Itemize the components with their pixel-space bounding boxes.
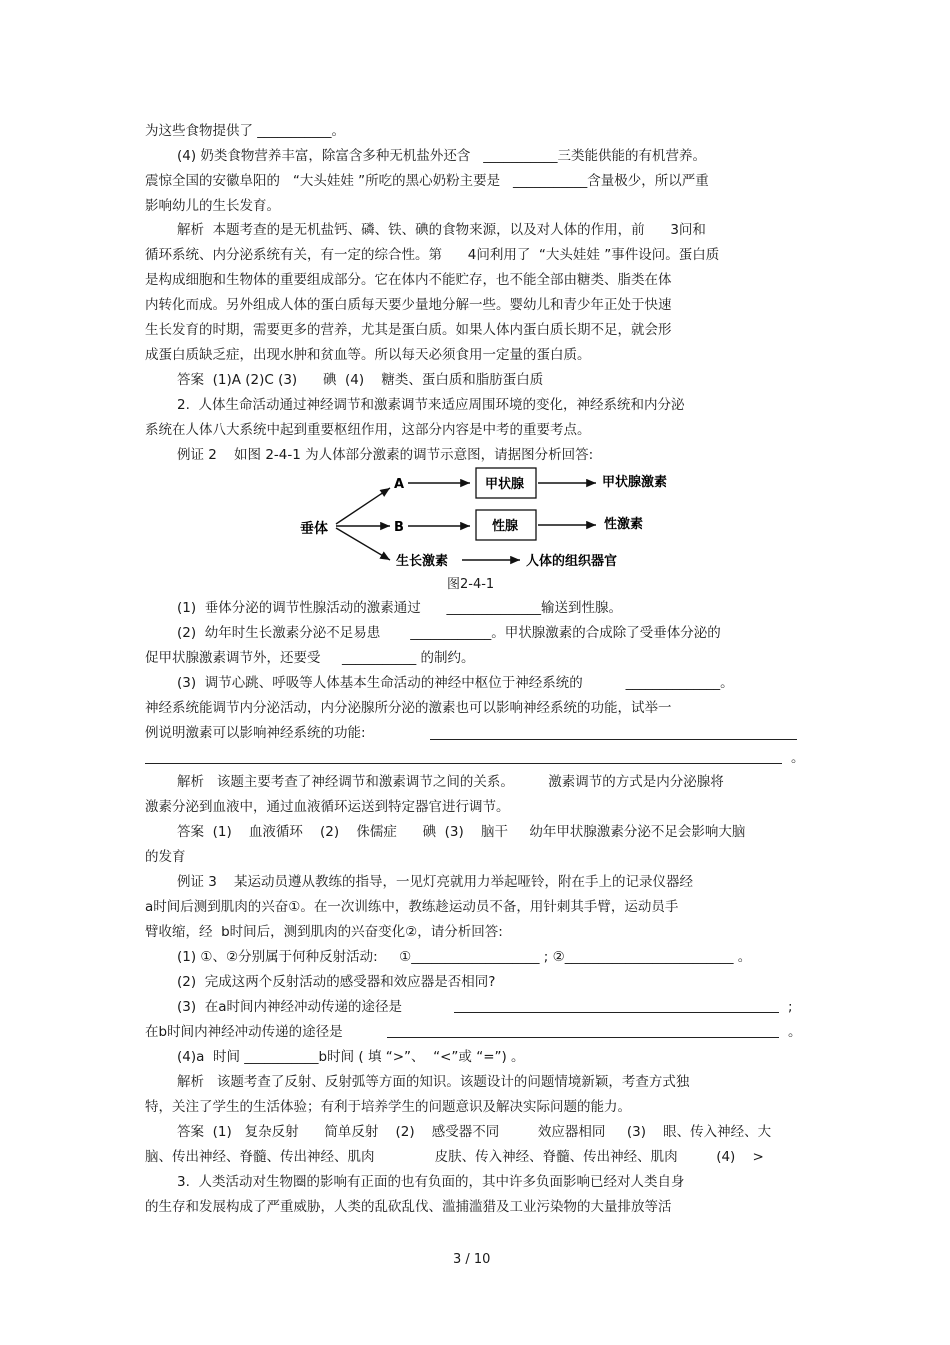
tissues-label: 人体的组织器官 [526, 554, 618, 569]
text-line: 的发育 [145, 849, 186, 865]
answer-line: 答案 (1) 血液循环 (2) 侏儒症 碘 (3) 脑干 幼年甲状腺激素分泌不足会影响大脑 [177, 824, 746, 840]
answer-blank [145, 763, 782, 764]
question-line: (3) 在a时间内神经冲动传递的途径是 [177, 999, 402, 1015]
text-line: 循环系统、内分泌系统有关，有一定的综合性。第 4问利用了 “大头娃娃 ”事件设问。蛋白质 [145, 247, 720, 263]
question-line: (1) 垂体分泌的调节性腺活动的激素通过 ______________输送到性腺。 [177, 600, 622, 616]
text-line: 影响幼儿的生长发育。 [145, 198, 280, 214]
text-line: 特，关注了学生的生活体验；有利于培养学生的问题意识及解决实际问题的能力。 [145, 1099, 631, 1115]
text-line: 成蛋白质缺乏症，出现水肿和贫血等。所以每天必须食用一定量的蛋白质。 [145, 347, 591, 363]
punctuation: 。 [788, 1024, 802, 1040]
question-line: (1) ①、②分别属于何种反射活动: ①___________________ ; ②_________________________ 。 [177, 949, 752, 965]
text-line: 激素分泌到血液中，通过血液循环运送到特定器官进行调节。 [145, 799, 510, 815]
text-line: 生长发育的时期，需要更多的营养，尤其是蛋白质。如果人体内蛋白质长期不足，就会形 [145, 322, 672, 338]
answer-line: 答案 (1) 复杂反射 简单反射 (2) 感受器不同 效应器相同 (3) 眼、传入神经、大 [177, 1124, 772, 1140]
example-heading: 例证 3 某运动员遵从教练的指导，一见灯亮就用力举起哑铃，附在手上的记录仪器经 [177, 874, 694, 890]
text-line: 促甲状腺激素调节外，还要受 ___________ 的制约。 [145, 650, 475, 666]
text-line: 3. 人类活动对生物圈的影响有正面的也有负面的，其中许多负面影响已经对人类自身 [177, 1174, 685, 1190]
text-line: 例说明激素可以影响神经系统的功能: [145, 725, 366, 741]
pituitary-label: 垂体 [300, 521, 328, 537]
text-line: 的生存和发展构成了严重威胁，人类的乱砍乱伐、滥捕滥猎及工业污染物的大量排放等活 [145, 1199, 672, 1215]
text-line: 解析 本题考查的是无机盐钙、磷、铁、碘的食物来源，以及对人体的作用，前 3问和 [177, 222, 706, 238]
thyroid-label: 甲状腺 [485, 477, 525, 492]
answer-blank [430, 739, 797, 740]
punctuation: ; [788, 999, 793, 1015]
question-line: (2) 幼年时生长激素分泌不足易患 ____________。甲状腺激素的合成除了受垂体分泌的 [177, 625, 721, 641]
gonad-label: 性腺 [492, 519, 519, 534]
label-a: A [394, 477, 405, 492]
page-number: 3 / 10 [453, 1252, 491, 1267]
question-line: (3) 调节心跳、呼吸等人体基本生命活动的神经中枢位于神经系统的 ______________。 [177, 675, 734, 691]
text-line: 内转化而成。另外组成人体的蛋白质每天要少量地分解一些。婴幼儿和青少年正处于快速 [145, 297, 672, 313]
analysis-line: 解析 该题考查了反射、反射弧等方面的知识。该题设计的问题情境新颖，考查方式独 [177, 1074, 690, 1090]
example-heading: 例证 2 如图 2-4-1 为人体部分激素的调节示意图，请据图分析回答: [177, 447, 594, 463]
analysis-line: 解析 该题主要考查了神经调节和激素调节之间的关系。 激素调节的方式是内分泌腺将 [177, 774, 724, 790]
text-line: (4) 奶类食物营养丰富，除富含多种无机盐外还含 ___________三类能供能的有机营养。 [177, 148, 707, 164]
label-b: B [394, 520, 404, 535]
text-line: 为这些食物提供了 ___________。 [145, 123, 346, 139]
punctuation: 。 [791, 750, 805, 766]
text-line: 2. 人体生命活动通过神经调节和激素调节来适应周围环境的变化，神经系统和内分泌 [177, 397, 685, 413]
question-line: (2) 完成这两个反射活动的感受器和效应器是否相同? [177, 974, 496, 990]
question-line: (4)a 时间 ___________b时间 ( 填 “>”、 “<”或 “=”) 。 [177, 1049, 525, 1065]
thyroxine-label: 甲状腺激素 [602, 475, 668, 490]
answer-blank [387, 1037, 779, 1038]
text-line: a时间后测到肌肉的兴奋①。在一次训练中，教练趁运动员不备，用针刺其手臂，运动员手 [145, 899, 679, 915]
hormone-regulation-diagram [290, 462, 690, 572]
text-line: 脑、传出神经、脊髓、传出神经、肌肉 皮肤、传入神经、脊髓、传出神经、肌肉 (4) > [145, 1149, 764, 1165]
text-line: 在b时间内神经冲动传递的途径是 [145, 1024, 343, 1040]
sex-hormone-label: 性激素 [604, 517, 644, 532]
arrow-to-a [336, 488, 390, 524]
text-line: 臂收缩，经 b时间后，测到肌肉的兴奋变化②，请分析回答: [145, 924, 503, 940]
answer-line: 答案 (1)A (2)C (3) 碘 (4) 糖类、蛋白质和脂肪蛋白质 [177, 372, 544, 388]
text-line: 系统在人体八大系统中起到重要枢纽作用，这部分内容是中考的重要考点。 [145, 422, 591, 438]
text-line: 神经系统能调节内分泌活动，内分泌腺所分泌的激素也可以影响神经系统的功能，试举一 [145, 700, 672, 716]
figure-caption: 图2-4-1 [447, 577, 495, 592]
arrow-to-c [336, 528, 390, 560]
text-line: 震惊全国的安徽阜阳的 “大头娃娃 ”所吃的黑心奶粉主要是 ___________含量极少，所以严重 [145, 173, 709, 189]
answer-blank [454, 1012, 779, 1013]
growth-hormone-label: 生长激素 [396, 554, 449, 569]
text-line: 是构成细胞和生物体的重要组成部分。它在体内不能贮存，也不能全部由糖类、脂类在体 [145, 272, 672, 288]
